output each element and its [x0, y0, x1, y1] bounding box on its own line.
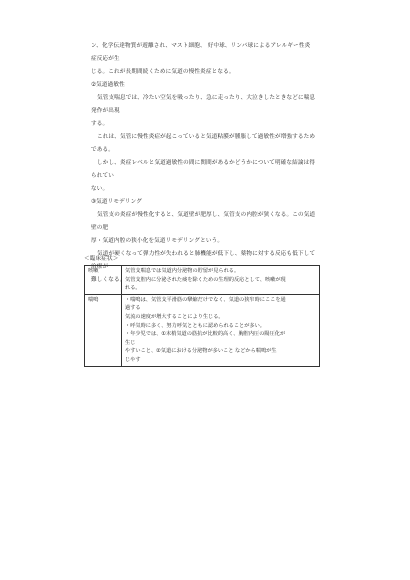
body-text-line: 症反応が生 [91, 56, 120, 62]
body-text-line: 気管支喘息では、冷たい空気を吸ったり、急に走ったり、大泣きしたときなどに喘息 [97, 95, 316, 101]
body-text-line: である。 [91, 147, 114, 153]
row-content-wheeze [122, 294, 320, 366]
cell-line: 気管支喘息では気道内分泌物の貯留が見られる。 [125, 268, 240, 274]
cell-line: 過する [125, 305, 141, 312]
table-row [85, 266, 320, 295]
body-text-line: 治療が [91, 264, 109, 270]
cell-line: ・呼気時に多く、努力呼気とともに認められることが多い。 [125, 322, 265, 329]
body-text-line: 厚・気道内腔の狭小化を気道リモデリングという。 [91, 238, 224, 244]
section-heading: ②気道過敏性 [91, 82, 125, 88]
cell-line: 気管支腔内に分泌された痰を除くための生理的反応として、咳嗽が現 [125, 276, 286, 283]
cell-line: ・年少児では、①末梢気道の筋抗が比較的高く、胸腔内圧の陽圧化が [125, 331, 286, 338]
body-text-line: られてい [91, 173, 114, 179]
body-text-line: する。 [91, 121, 109, 127]
body-text-line: ン、化学伝達物質が遊離され、マスト細胞、 好中球、リンパ球によるアレルギー性炎 [91, 43, 311, 49]
cell-line: やすいこと、②気道における分泌物が多いこと などから喘鳴が生 [125, 348, 277, 355]
body-text-line: しかし、炎症レベルと気道過敏性の間に関間があるかどうかについて明確な結論は得 [97, 160, 316, 166]
body-text-line: これは、気管に慢性炎症が起こっていると気道粘膜が腫脹して過敏性が増強するため [97, 134, 316, 140]
body-text-line: 発作が出現 [91, 108, 120, 114]
row-content-cough [122, 266, 320, 295]
cell-line: 気流の速度が増大することにより生じる。 [125, 313, 224, 320]
body-text-line: 難しくなる。 [91, 277, 126, 283]
row-header-wheeze: 喘鳴 [85, 294, 122, 366]
clinical-symptoms-table [84, 265, 320, 367]
cell-line: 生じ [125, 339, 136, 346]
cell-line: ・喘鳴は、気管支平滑筋の攣縮だけでなく、気道の狭窄時にここを通 [125, 296, 286, 303]
body-text-line: 壁の肥 [91, 225, 109, 231]
cell-line: れる。 [125, 285, 141, 292]
table-row [85, 294, 320, 366]
section-heading: ③気道リモデリング [91, 199, 143, 205]
row-header-cough: 咳嗽 [85, 266, 122, 295]
body-text-line: じる。これが長期間続くために気道の慢性炎症となる。 [91, 69, 235, 75]
body-text-line: 気管支の炎症が慢性化すると、気道壁が肥厚し、気管支の内腔が狭くなる。この気道 [97, 212, 316, 218]
body-text-line: 気道が硬くなって弾力性が失われると肺機能が低下し、薬物に対する反応も低下して [97, 251, 316, 257]
cell-line: じやす [125, 356, 141, 363]
table-caption: ＜臨床症状＞ [84, 256, 119, 262]
body-text-line: ない。 [91, 186, 109, 192]
